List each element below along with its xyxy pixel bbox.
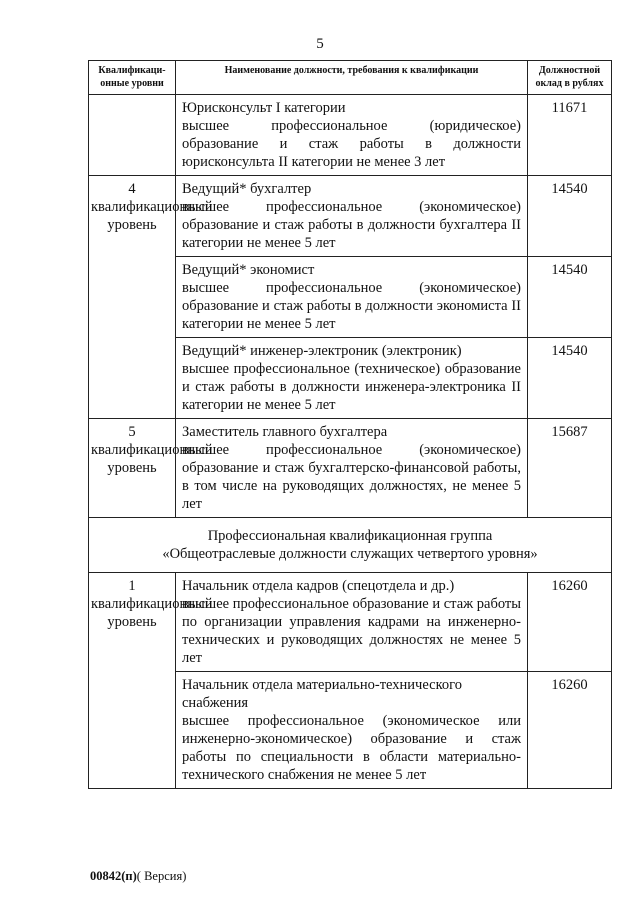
group-row <box>89 518 612 573</box>
position-cell <box>176 573 528 672</box>
position-cell <box>176 672 528 789</box>
header-salary: Должностной оклад в рублях <box>528 61 612 95</box>
salary-cell: 14540 <box>528 257 612 338</box>
salary-cell: 14540 <box>528 338 612 419</box>
position-title: Заместитель главного бухгалтера <box>182 424 388 440</box>
position-requirements: высшее профессиональное (юридическое) образование и стаж работы в должности юрисконсульта II категории не менее 3 лет <box>182 118 521 170</box>
position-requirements: высшее профессиональное (экономическое) образование и стаж работы в должности бухгалтера II категории не менее 5 лет <box>182 199 521 251</box>
table-header-row <box>89 61 612 95</box>
table-row <box>89 95 612 176</box>
group-line-2: «Общеотраслевые должности служащих четвертого уровня» <box>162 546 538 562</box>
position-requirements: высшее профессиональное (экономическое) образование и стаж работы в должности экономиста II категории не менее 5 лет <box>182 280 521 332</box>
group-line-1: Профессиональная квалификационная группа <box>207 528 493 544</box>
position-title: Начальник отдела материально-технического снабжения <box>182 677 462 711</box>
level-cell: 1 квалификационный уровень <box>89 573 176 789</box>
position-cell <box>176 338 528 419</box>
position-requirements: высшее профессиональное образование и стаж работы по организации управления кадрами на инженерно-технических и руководящих должностях не менее 5 лет <box>182 596 521 666</box>
level-cell <box>89 95 176 176</box>
position-title: Ведущий* экономист <box>182 262 315 278</box>
header-levels: Квалификаци-онные уровни <box>89 61 176 95</box>
level-cell: 5 квалификационный уровень <box>89 419 176 518</box>
position-requirements: высшее профессиональное (экономическое) образование и стаж бухгалтерско-финансовой работы, в том числе на руководящих должностях, не менее 5 лет <box>182 442 521 512</box>
position-title: Начальник отдела кадров (спецотдела и др.) <box>182 578 455 594</box>
page-number: 5 <box>316 36 324 52</box>
salary-cell: 16260 <box>528 573 612 672</box>
document-version: ( Версия) <box>136 869 187 883</box>
header-position: Наименование должности, требования к квалификации <box>176 61 528 95</box>
position-requirements: высшее профессиональное (техническое) образование и стаж работы в должности инженера-электроника II категории не менее 5 лет <box>182 361 521 413</box>
salary-cell: 15687 <box>528 419 612 518</box>
table-row <box>89 573 612 672</box>
level-cell: 4 квалификационный уровень <box>89 176 176 419</box>
position-cell <box>176 176 528 257</box>
position-cell <box>176 419 528 518</box>
position-cell <box>176 95 528 176</box>
table-row <box>89 176 612 257</box>
document-footer <box>90 869 186 884</box>
position-requirements: высшее профессиональное (экономическое или инженерно-экономическое) образование и стаж работы по специальности в области материально-технического снабжения не менее 5 лет <box>182 713 521 783</box>
group-heading <box>89 518 612 573</box>
salary-cell: 16260 <box>528 672 612 789</box>
position-title: Ведущий* бухгалтер <box>182 181 312 197</box>
qualification-table <box>88 60 612 789</box>
document-code: 00842(п) <box>90 869 137 883</box>
position-cell <box>176 257 528 338</box>
position-title: Юрисконсульт I категории <box>182 100 346 116</box>
salary-cell: 14540 <box>528 176 612 257</box>
salary-cell: 11671 <box>528 95 612 176</box>
position-title: Ведущий* инженер-электроник (электроник) <box>182 343 462 359</box>
table-row <box>89 419 612 518</box>
